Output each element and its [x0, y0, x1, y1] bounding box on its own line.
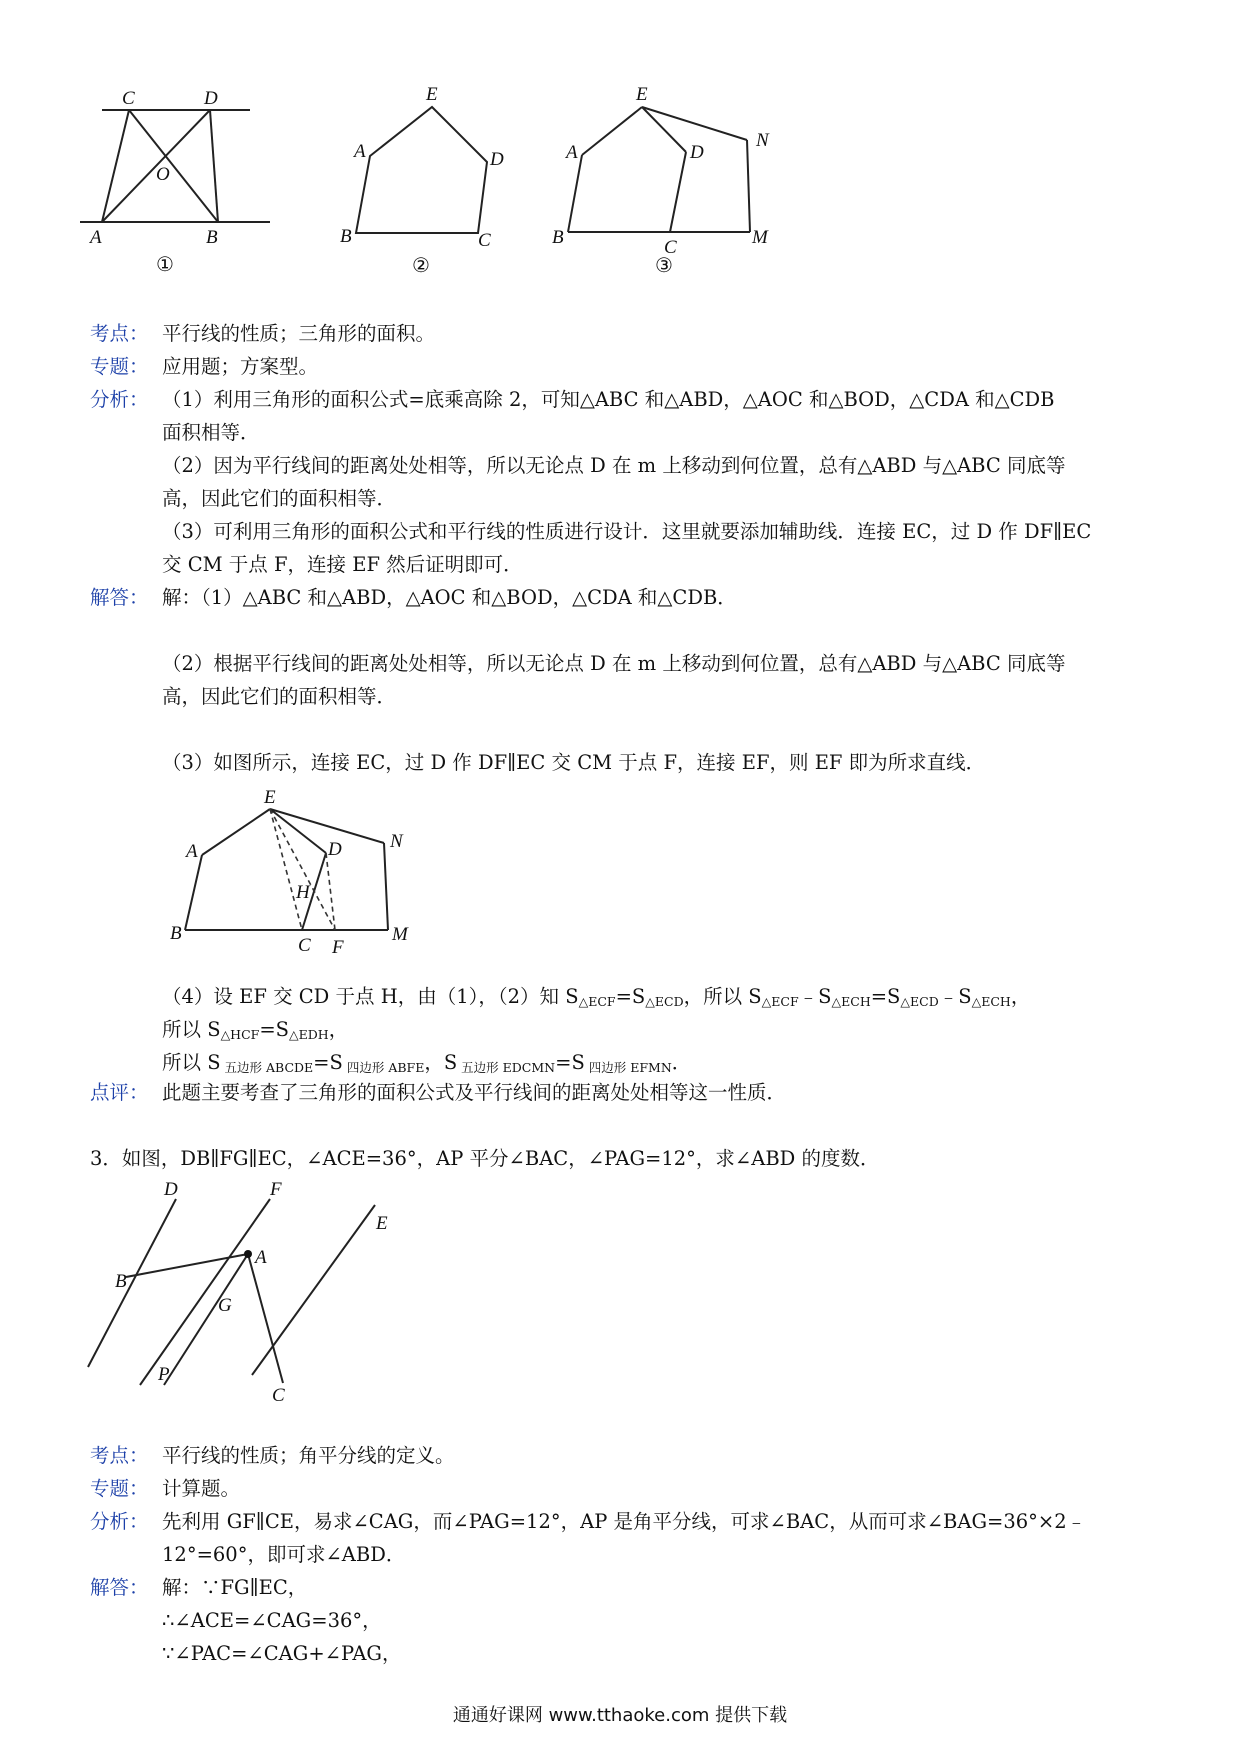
q2-dianping — [90, 1076, 1170, 1109]
figure-2-pentagon — [330, 80, 530, 280]
q2-jieda-l5-e: =S — [870, 985, 901, 1008]
q2-jieda-l6-b: =S — [259, 1018, 290, 1041]
fig2-label-D: D — [490, 149, 504, 170]
q3-zhuanti-label: 专题： — [90, 1477, 149, 1500]
fig1-label-O: O — [156, 164, 170, 185]
q2-jieda-l5-c: ，所以 S — [683, 985, 762, 1008]
fig2-caption: ② — [412, 255, 430, 277]
q2-jieda-l7-e: ． — [671, 1051, 692, 1074]
q2-fenxi-line-6: 交 CM 于点 F，连接 EF 然后证明即可． — [162, 553, 523, 576]
fig3-label-C: C — [664, 237, 677, 258]
fig4-label-A: A — [186, 841, 198, 862]
q2-fenxi — [90, 383, 1170, 416]
figure-1-parallelogram — [80, 80, 280, 280]
fig3-label-D: D — [690, 142, 704, 163]
q2-jieda-l7-sub2: 四边形 ABFE — [342, 1060, 425, 1075]
figure-3-composite — [530, 80, 790, 280]
q2-jieda-l5-sub1: △ECF — [578, 994, 616, 1009]
q2-jieda-l7-sub3: 五边形 EDCMN — [457, 1060, 556, 1075]
fig3-label-M: M — [752, 227, 768, 248]
q3-fenxi-line-2: 12°=60°，即可求∠ABD． — [162, 1543, 406, 1566]
q3-label-A: A — [255, 1247, 267, 1268]
q2-jieda-label: 解答： — [90, 586, 149, 609]
q2-kaodian — [90, 317, 1170, 350]
q2-zhuanti-text: 应用题；方案型。 — [162, 355, 319, 378]
fig1-label-B: B — [206, 227, 218, 248]
q2-jieda-l7-c: ，S — [424, 1051, 458, 1074]
q2-jieda-l5-sub3: △ECF — [761, 994, 799, 1009]
q2-kaodian-text: 平行线的性质；三角形的面积。 — [162, 322, 436, 345]
q2-jieda-line-2: （2）根据平行线间的距离处处相等，所以无论点 D 在 m 上移动到何位置，总有△ABD 与△ABC 同底等 — [162, 652, 1066, 675]
q2-kaodian-label: 考点： — [90, 322, 149, 345]
fig4-label-C: C — [298, 935, 311, 956]
q3-label-F: F — [270, 1179, 282, 1200]
q2-fenxi-line-5: （3）可利用三角形的面积公式和平行线的性质进行设计．这里就要添加辅助线．连接 EC，过 D 作 DF∥EC — [162, 520, 1092, 543]
fig4-label-M: M — [392, 924, 408, 945]
q2-jieda-l5-sub5: △ECD — [900, 994, 939, 1009]
q2-jieda-l7-a: 所以 S — [162, 1051, 221, 1074]
q3-jieda-line-2: ∴∠ACE=∠CAG=36°， — [162, 1609, 382, 1632]
q3-jieda-line-3: ∵∠PAC=∠CAG+∠PAG， — [162, 1642, 402, 1665]
q2-zhuanti — [90, 350, 1170, 383]
q2-jieda — [90, 581, 1170, 614]
fig1-caption: ① — [156, 254, 174, 276]
q2-jieda-l5-d: ﹣S — [798, 985, 832, 1008]
q2-jieda-l7-sub1: 五边形 ABCDE — [220, 1060, 314, 1075]
fig1-label-D: D — [204, 88, 218, 109]
q2-jieda-line-1: 解：（1）△ABC 和△ABD，△AOC 和△BOD，△CDA 和△CDB． — [162, 586, 737, 609]
q2-jieda-line-3: 高，因此它们的面积相等． — [162, 685, 397, 708]
figure-q3-parallel-lines — [80, 1175, 420, 1405]
q2-jieda-l5-f: ﹣S — [938, 985, 972, 1008]
q2-jieda-l5-b: =S — [615, 985, 646, 1008]
fig1-label-A: A — [90, 227, 102, 248]
q2-fenxi-line-2: 面积相等． — [162, 421, 260, 444]
q3-zhuanti-text: 计算题。 — [162, 1477, 241, 1500]
q2-jieda-l7-d: =S — [555, 1051, 585, 1074]
q2-jieda-l7-b: =S — [313, 1051, 343, 1074]
q3-kaodian-label: 考点： — [90, 1444, 149, 1467]
q2-jieda-l6-sub2: △EDH — [289, 1027, 329, 1042]
q2-jieda-l7-sub4: 四边形 EFMN — [584, 1060, 672, 1075]
q2-fenxi-line-1: （1）利用三角形的面积公式=底乘高除 2，可知△ABC 和△ABD，△AOC 和△BOD，△CDA 和△CDB — [162, 388, 1055, 411]
fig3-label-E: E — [636, 84, 648, 105]
q2-fenxi-line-3: （2）因为平行线间的距离处处相等，所以无论点 D 在 m 上移动到何位置，总有△ABD 与△ABC 同底等 — [162, 454, 1066, 477]
q2-fenxi-line-4: 高，因此它们的面积相等． — [162, 487, 397, 510]
fig3-caption: ③ — [655, 255, 673, 277]
q2-jieda-line-4: （3）如图所示，连接 EC，过 D 作 DF∥EC 交 CM 于点 F，连接 EF，则 EF 即为所求直线． — [162, 751, 986, 774]
fig2-label-A: A — [354, 141, 366, 162]
fig2-label-B: B — [340, 226, 352, 247]
q2-dianping-text: 此题主要考查了三角形的面积公式及平行线间的距离处处相等这一性质． — [162, 1081, 787, 1104]
q3-zhuanti — [90, 1472, 1170, 1505]
q3-kaodian-text: 平行线的性质；角平分线的定义。 — [162, 1444, 455, 1467]
q3-fenxi-label: 分析： — [90, 1510, 149, 1533]
q3-stem: 3．如图，DB∥FG∥EC，∠ACE=36°，AP 平分∠BAC，∠PAG=12°，求∠ABD 的度数． — [90, 1147, 880, 1170]
q3-fenxi — [90, 1505, 1170, 1538]
q3-label-G: G — [218, 1295, 232, 1316]
fig4-label-E: E — [264, 787, 276, 808]
q2-jieda-l5-g: ， — [1010, 985, 1031, 1008]
fig2-label-E: E — [426, 84, 438, 105]
q2-jieda-l5-sub2: △ECD — [645, 994, 684, 1009]
q3-label-P: P — [158, 1364, 170, 1385]
q3-fenxi-line-1: 先利用 GF∥CE，易求∠CAG，而∠PAG=12°，AP 是角平分线，可求∠BAC，从而可求∠BAG=36°×2﹣ — [162, 1510, 1087, 1533]
q3-kaodian — [90, 1439, 1170, 1472]
figure-solution-construction — [160, 785, 440, 958]
q3-label-C: C — [272, 1385, 285, 1406]
q2-jieda-l5-sub6: △ECH — [971, 994, 1011, 1009]
fig4-label-D: D — [328, 839, 342, 860]
fig2-label-C: C — [478, 230, 491, 251]
q2-jieda-l6-c: ， — [328, 1018, 349, 1041]
q2-fenxi-label: 分析： — [90, 388, 149, 411]
q2-jieda-l5-sub4: △ECH — [831, 994, 871, 1009]
q2-zhuanti-label: 专题： — [90, 355, 149, 378]
fig4-label-N: N — [390, 831, 403, 852]
q3-label-B: B — [115, 1271, 127, 1292]
q3-jieda-line-1: 解：∵FG∥EC， — [162, 1576, 308, 1599]
fig3-label-A: A — [566, 142, 578, 163]
fig3-label-B: B — [552, 227, 564, 248]
fig3-label-N: N — [756, 130, 769, 151]
page-footer: 通通好课网 www.tthaoke.com 提供下载 — [452, 1705, 788, 1726]
q3-label-D: D — [164, 1179, 178, 1200]
q2-dianping-label: 点评： — [90, 1081, 149, 1104]
q3-jieda — [90, 1571, 1170, 1604]
fig4-label-F: F — [332, 937, 344, 958]
fig4-label-B: B — [170, 923, 182, 944]
q3-jieda-label: 解答： — [90, 1576, 149, 1599]
q3-label-E: E — [376, 1213, 388, 1234]
q2-jieda-l6-a: 所以 S — [162, 1018, 221, 1041]
fig1-label-C: C — [122, 88, 135, 109]
fig4-label-H: H — [296, 882, 310, 903]
q2-jieda-l6-sub1: △HCF — [220, 1027, 260, 1042]
q2-jieda-l5-a: （4）设 EF 交 CD 于点 H，由（1），（2）知 S — [162, 985, 579, 1008]
